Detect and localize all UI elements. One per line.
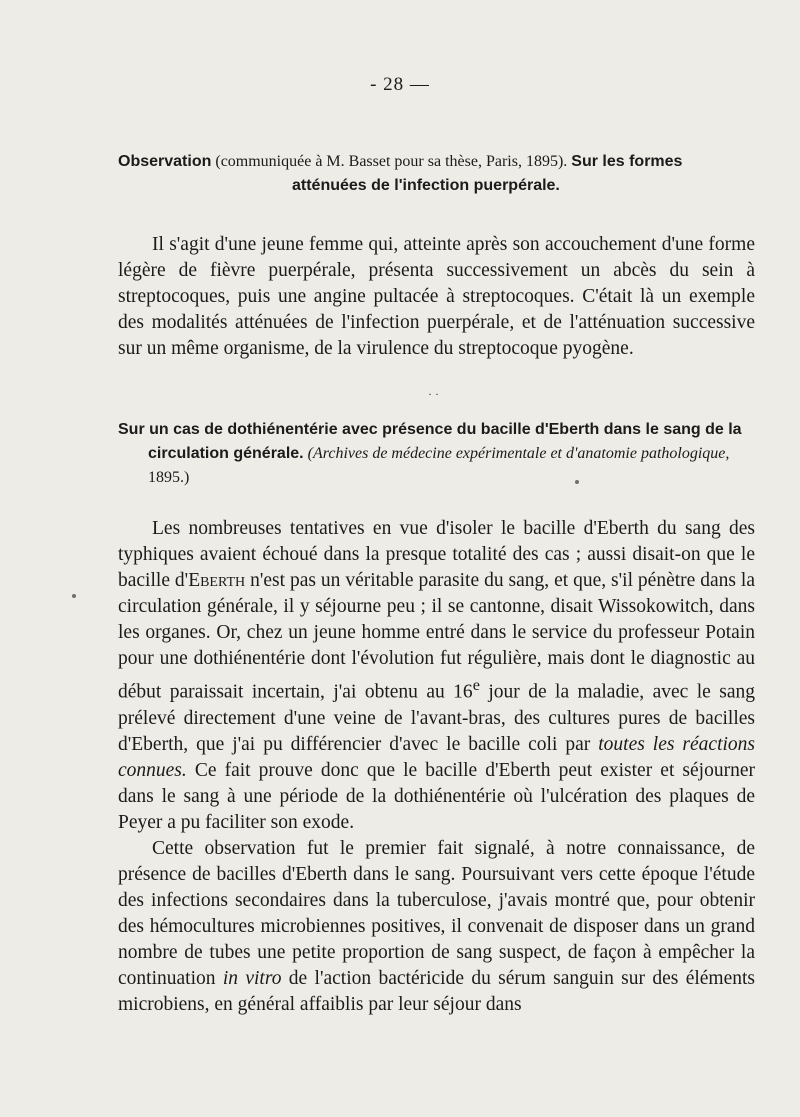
- page-number: - 28 —: [370, 74, 430, 95]
- hemoculture-text-part1: Cette observation fut le premier fait signalé, à notre connaissance, de présence de bacilles d'Eberth dans le sang. Poursuivant vers cette époque l'étude des infections secondaires dans la tuberculose, j'avais montré que, pour obtenir des hémocultures microbiennes positives, il convenait de disposer dans un grand nombre de tubes une petite proportion de sang suspect, de façon à empêcher la continuation: [118, 837, 755, 989]
- observation-heading-line1: [118, 150, 768, 174]
- eberth-title-a: Sur un cas de dothiénentérie avec présence du bacille d'Eberth dans le sang de la: [118, 421, 742, 438]
- eberth-title-b: circulation générale.: [148, 445, 304, 462]
- section-separator: · ·: [428, 387, 439, 401]
- observation-label: Observation: [118, 153, 212, 170]
- paragraph-eberth: [118, 516, 755, 1018]
- eberth-text-part3: jour de la maladie, avec le sang prélevé directement d'une veine de l'avant-bras, des cultures pures de bacilles d'Eberth, que j'ai pu différencier d'avec le bacille coli par: [118, 681, 756, 755]
- eberth-citation: (Archives de médecine expérimentale et d'anatomie pathologique,: [307, 445, 730, 462]
- print-speck: [72, 594, 76, 598]
- eberth-heading: [118, 418, 768, 490]
- observation-title-a: Sur les formes: [571, 153, 683, 170]
- paragraph-puerperal: [118, 232, 755, 362]
- observation-source: (communiquée à M. Basset pour sa thèse, Paris, 1895).: [211, 153, 572, 170]
- print-speck: [575, 480, 579, 484]
- eberth-italic-phrase: toutes les réactions connues.: [118, 733, 755, 781]
- eberth-year: 1895.): [148, 469, 190, 486]
- paragraph-eberth-text: [118, 516, 755, 836]
- paragraph-puerperal-text: Il s'agit d'une jeune femme qui, atteinte après son accouchement d'une forme légère de fièvre puerpérale, présenta successivement un abcès du sein à streptocoques, puis une angine pultacée à streptocoques. C'était là un exemple des modalités atténuées de l'infection puerpérale, et de l'atténuation successive sur un même organisme, de la virulence du streptocoque pyogène.: [118, 234, 755, 359]
- ordinal-superscript: e: [472, 676, 480, 694]
- eberth-text-part2: n'est pas un véritable parasite du sang, et que, s'il pénètre dans la circulation générale, il y séjourne peu ; il se cantonne, disait Wissokowitch, dans les organes. Or, chez un jeune homme entré dans le service du professeur Potain pour une dothiénentérie dont l'évolution fut régulière, mais dont le diagnostic au début paraissait incertain, j'ai obtenu au 16: [118, 570, 756, 703]
- observation-heading: [118, 150, 768, 198]
- paragraph-hemoculture-text: [118, 836, 755, 1018]
- hemoculture-text-part2: de l'action bactéricide du sérum sanguin sur des éléments microbiens, en général affaiblis par leur séjour dans: [118, 967, 755, 1015]
- eberth-text-part1: Les nombreuses tentatives en vue d'isoler le bacille d'Eberth du sang des typhiques avaient échoué dans la presque totalité des cas ; aussi disait-on que le bacille d': [118, 518, 755, 591]
- eberth-text-part4: Ce fait prouve donc que le bacille d'Eberth peut exister et séjourner dans le sang à une période de la dothiénentérie où l'ulcération des plaques de Peyer a pu faciliter son exode.: [118, 759, 755, 833]
- eberth-caps-name: Eberth: [188, 570, 246, 591]
- in-vitro-italic: in vitro: [222, 967, 282, 989]
- observation-title-b: atténuées de l'infection puerpérale.: [292, 177, 560, 194]
